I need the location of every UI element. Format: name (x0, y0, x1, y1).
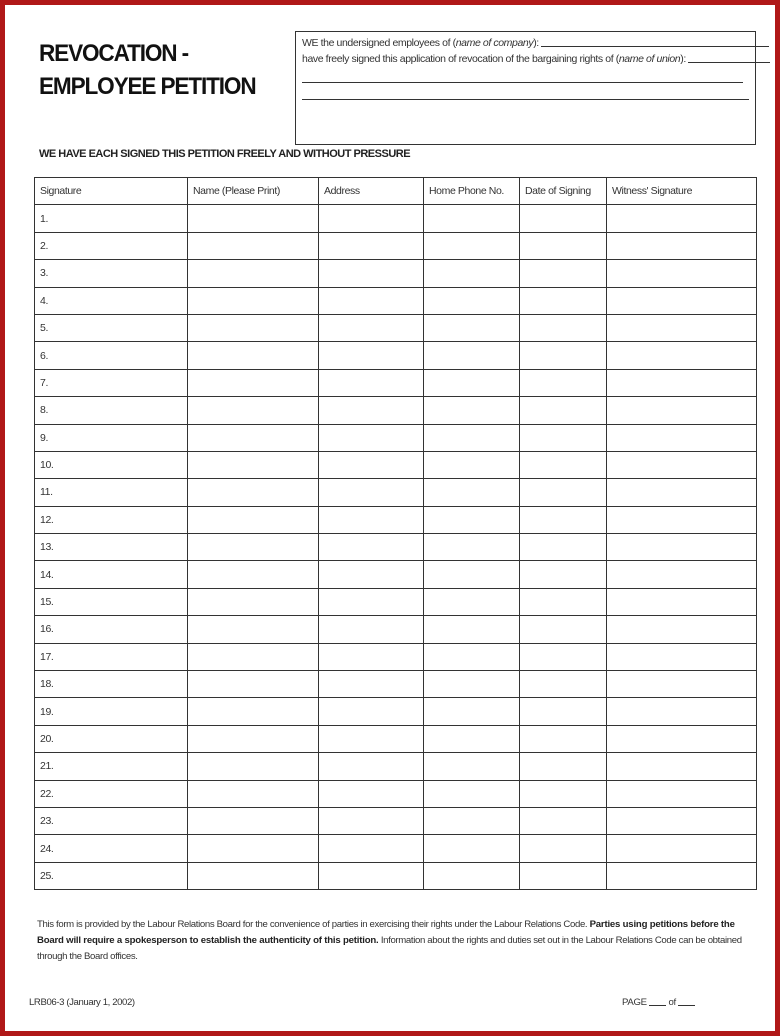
table-row (35, 506, 757, 533)
phone-cell[interactable] (424, 397, 520, 424)
column-header-name: Name (Please Print) (188, 178, 319, 205)
date-cell[interactable] (520, 479, 607, 506)
name-cell[interactable] (188, 671, 319, 698)
phone-cell[interactable] (424, 260, 520, 287)
witness-cell[interactable] (607, 588, 757, 615)
address-cell[interactable] (319, 506, 424, 533)
signature-cell[interactable] (35, 342, 188, 369)
page-of-label: of (668, 997, 676, 1008)
signature-cell[interactable] (35, 314, 188, 341)
signature-cell[interactable] (35, 616, 188, 643)
phone-cell[interactable] (424, 616, 520, 643)
form-id: LRB06-3 (January 1, 2002) (29, 997, 135, 1008)
signature-cell[interactable] (35, 397, 188, 424)
signature-cell[interactable] (35, 424, 188, 451)
column-header-address: Address (319, 178, 424, 205)
row-number: 21. (40, 760, 54, 773)
phone-cell[interactable] (424, 698, 520, 725)
name-cell[interactable] (188, 397, 319, 424)
petition-statement: WE HAVE EACH SIGNED THIS PETITION FREELY AND WITHOUT PRESSURE (39, 148, 411, 160)
table-row (35, 314, 757, 341)
table-row (35, 862, 757, 889)
phone-cell[interactable] (424, 561, 520, 588)
date-cell[interactable] (520, 451, 607, 478)
address-cell[interactable] (319, 588, 424, 615)
witness-cell[interactable] (607, 698, 757, 725)
date-cell[interactable] (520, 287, 607, 314)
name-cell[interactable] (188, 506, 319, 533)
date-cell[interactable] (520, 424, 607, 451)
date-cell[interactable] (520, 807, 607, 834)
table-row (35, 424, 757, 451)
footer-bold-notice: Parties using petitions before the Board will require a spokesperson to establish the authenticity of this petition. (37, 919, 735, 946)
witness-cell[interactable] (607, 616, 757, 643)
name-cell[interactable] (188, 753, 319, 780)
phone-cell[interactable] (424, 534, 520, 561)
union-name-continuation-line-2[interactable] (302, 99, 749, 100)
phone-cell[interactable] (424, 643, 520, 670)
row-number: 24. (40, 842, 54, 855)
column-header-date: Date of Signing (520, 178, 607, 205)
witness-cell[interactable] (607, 232, 757, 259)
witness-cell[interactable] (607, 397, 757, 424)
phone-cell[interactable] (424, 451, 520, 478)
signature-cell[interactable] (35, 807, 188, 834)
phone-cell[interactable] (424, 506, 520, 533)
table-row (35, 260, 757, 287)
name-cell[interactable] (188, 725, 319, 752)
page-number-field[interactable] (649, 1005, 666, 1006)
row-number: 11. (40, 486, 53, 499)
phone-cell[interactable] (424, 287, 520, 314)
company-name-hint: name of company (455, 37, 534, 49)
witness-cell[interactable] (607, 780, 757, 807)
row-number: 1. (40, 212, 48, 225)
phone-cell[interactable] (424, 588, 520, 615)
row-number: 20. (40, 733, 54, 745)
phone-cell[interactable] (424, 369, 520, 396)
row-number: 19. (40, 705, 54, 718)
date-cell[interactable] (520, 260, 607, 287)
name-cell[interactable] (188, 807, 319, 834)
table-row (35, 369, 757, 396)
union-name-field[interactable] (688, 62, 770, 63)
row-number: 4. (40, 294, 48, 307)
row-number: 17. (40, 650, 54, 663)
row-number: 18. (40, 678, 54, 691)
address-cell[interactable] (319, 479, 424, 506)
table-row (35, 561, 757, 588)
table-row (35, 232, 757, 259)
witness-cell[interactable] (607, 479, 757, 506)
date-cell[interactable] (520, 698, 607, 725)
row-number: 14. (40, 568, 54, 581)
table-row (35, 807, 757, 834)
witness-cell[interactable] (607, 260, 757, 287)
date-cell[interactable] (520, 342, 607, 369)
address-cell[interactable] (319, 698, 424, 725)
table-row (35, 725, 757, 752)
table-row (35, 780, 757, 807)
address-cell[interactable] (319, 725, 424, 752)
table-row (35, 205, 757, 232)
signature-cell[interactable] (35, 479, 188, 506)
name-cell[interactable] (188, 342, 319, 369)
witness-cell[interactable] (607, 862, 757, 889)
column-header-signature: Signature (35, 178, 188, 205)
name-cell[interactable] (188, 862, 319, 889)
witness-cell[interactable] (607, 205, 757, 232)
date-cell[interactable] (520, 835, 607, 862)
address-cell[interactable] (319, 287, 424, 314)
form-title (39, 37, 255, 103)
date-cell[interactable] (520, 753, 607, 780)
row-number: 6. (40, 349, 48, 362)
footer-text-1: This form is provided by the Labour Relations Board for the convenience of parties in exercising their rights under the Labour Relations Code. (37, 919, 588, 930)
date-cell[interactable] (520, 506, 607, 533)
row-number: 15. (40, 596, 54, 609)
address-cell[interactable] (319, 314, 424, 341)
witness-cell[interactable] (607, 807, 757, 834)
table-row (35, 479, 757, 506)
union-declaration-text: have freely signed this application of revocation of the bargaining rights of ( (302, 53, 619, 65)
page-number (622, 997, 695, 1008)
name-cell[interactable] (188, 287, 319, 314)
footer-notice (37, 917, 755, 965)
address-cell[interactable] (319, 342, 424, 369)
witness-cell[interactable] (607, 753, 757, 780)
witness-cell[interactable] (607, 725, 757, 752)
date-cell[interactable] (520, 862, 607, 889)
row-number: 9. (40, 431, 48, 444)
signature-cell[interactable] (35, 232, 188, 259)
table-row (35, 643, 757, 670)
signature-cell[interactable] (35, 287, 188, 314)
name-cell[interactable] (188, 260, 319, 287)
signature-cell[interactable] (35, 588, 188, 615)
table-row (35, 835, 757, 862)
date-cell[interactable] (520, 643, 607, 670)
phone-cell[interactable] (424, 725, 520, 752)
address-cell[interactable] (319, 643, 424, 670)
signature-cell[interactable] (35, 835, 188, 862)
phone-cell[interactable] (424, 424, 520, 451)
footer-text-2: Information about the rights and duties set out in the Labour Relations Code can be obtained through the Board offices. (37, 935, 742, 962)
address-cell[interactable] (319, 780, 424, 807)
signature-cell[interactable] (35, 862, 188, 889)
column-header-witness: Witness' Signature (607, 178, 757, 205)
phone-cell[interactable] (424, 862, 520, 889)
address-cell[interactable] (319, 616, 424, 643)
row-number: 5. (40, 322, 48, 335)
address-cell[interactable] (319, 397, 424, 424)
date-cell[interactable] (520, 397, 607, 424)
signature-cell[interactable] (35, 698, 188, 725)
date-cell[interactable] (520, 232, 607, 259)
declaration-box (295, 31, 756, 145)
date-cell[interactable] (520, 671, 607, 698)
signature-cell[interactable] (35, 725, 188, 752)
row-number: 23. (40, 815, 54, 828)
witness-cell[interactable] (607, 671, 757, 698)
row-number: 10. (40, 459, 54, 472)
witness-cell[interactable] (607, 424, 757, 451)
witness-cell[interactable] (607, 451, 757, 478)
phone-cell[interactable] (424, 232, 520, 259)
row-number: 7. (40, 376, 48, 389)
name-cell[interactable] (188, 369, 319, 396)
address-cell[interactable] (319, 451, 424, 478)
phone-cell[interactable] (424, 807, 520, 834)
phone-cell[interactable] (424, 835, 520, 862)
address-cell[interactable] (319, 671, 424, 698)
address-cell[interactable] (319, 369, 424, 396)
date-cell[interactable] (520, 725, 607, 752)
company-declaration-line (302, 37, 769, 49)
witness-cell[interactable] (607, 534, 757, 561)
signature-cell[interactable] (35, 205, 188, 232)
signature-cell[interactable] (35, 671, 188, 698)
phone-cell[interactable] (424, 342, 520, 369)
address-cell[interactable] (319, 862, 424, 889)
signature-cell[interactable] (35, 260, 188, 287)
witness-cell[interactable] (607, 342, 757, 369)
address-cell[interactable] (319, 260, 424, 287)
name-cell[interactable] (188, 424, 319, 451)
name-cell[interactable] (188, 534, 319, 561)
phone-cell[interactable] (424, 671, 520, 698)
phone-cell[interactable] (424, 479, 520, 506)
name-cell[interactable] (188, 205, 319, 232)
form-title-line-2: EMPLOYEE PETITION (39, 73, 256, 100)
table-row (35, 451, 757, 478)
union-name-continuation-line-1[interactable] (302, 82, 743, 83)
signature-cell[interactable] (35, 753, 188, 780)
phone-cell[interactable] (424, 314, 520, 341)
address-cell[interactable] (319, 807, 424, 834)
union-declaration-end: ): (680, 53, 686, 65)
signature-cell[interactable] (35, 451, 188, 478)
signature-cell[interactable] (35, 369, 188, 396)
table-header-row (35, 178, 757, 205)
row-number: 16. (40, 623, 54, 636)
address-cell[interactable] (319, 232, 424, 259)
signature-cell[interactable] (35, 780, 188, 807)
row-number: 3. (40, 267, 48, 280)
row-number: 22. (40, 787, 54, 800)
page-label: PAGE (622, 997, 647, 1008)
witness-cell[interactable] (607, 561, 757, 588)
witness-cell[interactable] (607, 287, 757, 314)
table-row (35, 534, 757, 561)
table-row (35, 698, 757, 725)
table-row (35, 397, 757, 424)
table-row (35, 342, 757, 369)
date-cell[interactable] (520, 561, 607, 588)
date-cell[interactable] (520, 314, 607, 341)
address-cell[interactable] (319, 835, 424, 862)
company-name-field[interactable] (541, 46, 769, 47)
table-row (35, 588, 757, 615)
phone-cell[interactable] (424, 205, 520, 232)
row-number: 25. (40, 869, 54, 882)
table-row (35, 671, 757, 698)
name-cell[interactable] (188, 561, 319, 588)
date-cell[interactable] (520, 616, 607, 643)
form-title-line-1: REVOCATION - (39, 40, 188, 67)
address-cell[interactable] (319, 205, 424, 232)
address-cell[interactable] (319, 424, 424, 451)
table-row (35, 616, 757, 643)
date-cell[interactable] (520, 369, 607, 396)
union-name-hint: name of union (618, 53, 681, 65)
name-cell[interactable] (188, 232, 319, 259)
date-cell[interactable] (520, 205, 607, 232)
name-cell[interactable] (188, 616, 319, 643)
company-declaration-text: WE the undersigned employees of ( (302, 37, 456, 49)
date-cell[interactable] (520, 588, 607, 615)
address-cell[interactable] (319, 753, 424, 780)
witness-cell[interactable] (607, 314, 757, 341)
table-row (35, 753, 757, 780)
phone-cell[interactable] (424, 780, 520, 807)
signature-cell[interactable] (35, 534, 188, 561)
name-cell[interactable] (188, 479, 319, 506)
witness-cell[interactable] (607, 835, 757, 862)
date-cell[interactable] (520, 780, 607, 807)
signature-table (34, 177, 757, 890)
table-row (35, 287, 757, 314)
union-declaration-line (302, 53, 770, 65)
name-cell[interactable] (188, 314, 319, 341)
address-cell[interactable] (319, 561, 424, 588)
witness-cell[interactable] (607, 506, 757, 533)
witness-cell[interactable] (607, 643, 757, 670)
name-cell[interactable] (188, 588, 319, 615)
page-total-field[interactable] (678, 1005, 695, 1006)
name-cell[interactable] (188, 698, 319, 725)
name-cell[interactable] (188, 451, 319, 478)
witness-cell[interactable] (607, 369, 757, 396)
signature-rows (35, 205, 757, 890)
column-header-phone: Home Phone No. (424, 178, 520, 205)
address-cell[interactable] (319, 534, 424, 561)
name-cell[interactable] (188, 780, 319, 807)
signature-cell[interactable] (35, 506, 188, 533)
row-number: 12. (40, 513, 54, 526)
name-cell[interactable] (188, 835, 319, 862)
row-number: 13. (40, 541, 54, 554)
company-declaration-end: ): (533, 37, 539, 49)
signature-cell[interactable] (35, 643, 188, 670)
name-cell[interactable] (188, 643, 319, 670)
phone-cell[interactable] (424, 753, 520, 780)
signature-cell[interactable] (35, 561, 188, 588)
date-cell[interactable] (520, 534, 607, 561)
row-number: 2. (40, 239, 48, 252)
row-number: 8. (40, 404, 48, 417)
